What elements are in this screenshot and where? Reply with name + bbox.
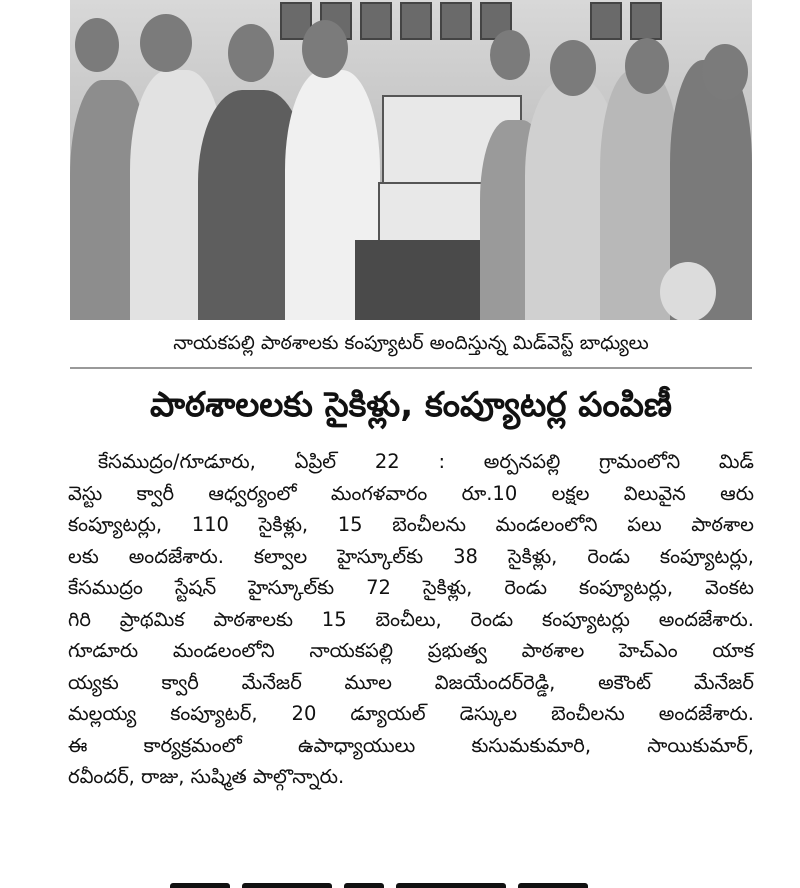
person-head bbox=[140, 14, 192, 72]
article-headline: పాఠశాలలకు సైకిళ్లు, కంప్యూటర్ల పంపిణీ bbox=[150, 385, 672, 425]
glyph-fragment bbox=[396, 883, 506, 888]
person-head bbox=[550, 40, 596, 96]
news-photo bbox=[70, 0, 752, 320]
wall-portrait bbox=[440, 2, 472, 40]
divider bbox=[70, 367, 752, 369]
body-line: కంప్యూటర్లు, 110 సైకిళ్లు, 15 బెంచీలను మండలంలోని పలు పాఠశాల bbox=[68, 513, 754, 536]
glyph-fragment bbox=[518, 883, 588, 888]
photo-caption: నాయకపల్లి పాఠశాలకు కంప్యూటర్ అందిస్తున్న మిడ్‌వెస్ట్ బాధ్యులు bbox=[173, 332, 649, 354]
wall-portrait bbox=[400, 2, 432, 40]
body-line: రవీందర్, రాజు, సుష్మిత పాల్గొన్నారు. bbox=[68, 765, 345, 788]
body-line: గూడూరు మండలంలోని నాయకపల్లి ప్రభుత్వ పాఠశాల హెచ్‌ఎం యాక bbox=[68, 639, 754, 662]
wall-portrait bbox=[360, 2, 392, 40]
person-head bbox=[75, 18, 119, 72]
article-body bbox=[68, 446, 754, 793]
person-head bbox=[625, 38, 669, 94]
body-line: లకు అందజేశారు. కల్వాల హైస్కూల్‌కు 38 సైకిళ్లు, రెండు కంప్యూటర్లు, bbox=[68, 544, 754, 568]
person-head bbox=[228, 24, 274, 82]
body-line: ఈ కార్యక్రమంలో ఉపాధ్యాయులు కుసుమకుమారి, సాయికుమార్, bbox=[68, 733, 754, 757]
glyph-fragment bbox=[170, 883, 230, 888]
child-head bbox=[660, 262, 716, 320]
glyph-fragment bbox=[242, 883, 332, 888]
person-head bbox=[490, 30, 530, 80]
body-line: కేసముద్రం/గూడూరు, ఏప్రిల్ 22 : అర్పనపల్లి గ్రామంలోని మిడ్ bbox=[98, 450, 754, 473]
person-head bbox=[302, 20, 348, 78]
body-line: గిరి ప్రాథమిక పాఠశాలకు 15 బెంచీలు, రెండు కంప్యూటర్లు అందజేశారు. bbox=[68, 607, 754, 631]
body-line: మల్లయ్య కంప్యూటర్, 20 డ్యూయల్ డెస్కుల బెంచీలను అందజేశారు. bbox=[68, 702, 754, 725]
wall-portrait bbox=[630, 2, 662, 40]
wall-portrait bbox=[590, 2, 622, 40]
glyph-fragment bbox=[344, 883, 384, 888]
body-line: య్యకు క్వారీ మేనేజర్ మూల విజయేందర్‌రెడ్డి, అకౌంట్ మేనేజర్ bbox=[68, 670, 754, 694]
body-line: వెస్టు క్వారీ ఆధ్వర్యంలో మంగళవారం రూ.10 లక్షల విలువైన ఆరు bbox=[68, 481, 754, 505]
body-line: కేసముద్రం స్టేషన్ హైస్కూల్‌కు 72 సైకిళ్లు, రెండు కంప్యూటర్లు, వెంకట bbox=[68, 576, 754, 599]
person-head bbox=[702, 44, 748, 100]
next-headline-fragment bbox=[170, 878, 640, 888]
